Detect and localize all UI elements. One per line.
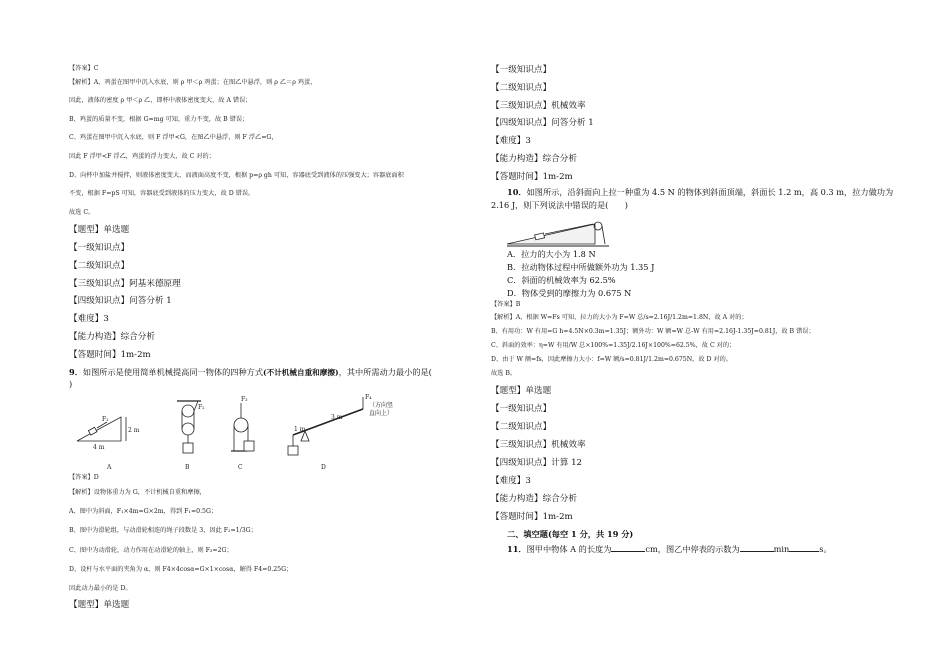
question-text: 图甲中物体 A 的长度为 xyxy=(526,544,612,554)
label-d1: 1 m xyxy=(294,426,306,433)
question-text: s。 xyxy=(819,544,832,554)
left.lines_a-line: C、鸡蛋在图甲中沉入水底，则 F 浮甲<G，在图乙中悬浮，则 F 浮乙=G， xyxy=(69,134,278,141)
question-10 xyxy=(491,188,893,196)
question-text: min xyxy=(773,544,790,554)
label-f3: F₃ xyxy=(241,396,248,403)
right.lines_b-line: 【答案】B xyxy=(491,301,521,308)
question-text: 如图所示是使用简单机械提高同一物体的四种方式 xyxy=(82,367,264,377)
figure-simple-machines xyxy=(69,391,399,473)
option-b: B．拉动物体过程中所做额外功为 1.35 J xyxy=(507,262,655,272)
left.lines_a-line: 【四级知识点】问答分析 1 xyxy=(69,296,172,306)
right.lines_a-line: 【答题时间】1m-2m xyxy=(491,172,573,182)
option-d: D．物体受到的摩擦力为 0.675 N xyxy=(507,288,632,298)
question-10-line2: 2.16 J，则下列说法中错误的是( ) xyxy=(491,200,628,210)
left.lines_b-line: 【解析】设物体重力为 G，不计机械自重和摩擦， xyxy=(69,489,206,496)
right.lines_b-line: B、有用功：W 有用=G h=4.5N×0.3m=1.35J；额外功：W 额=W 总-W 有用=2.16J-1.35J=0.81J，故 B 错误； xyxy=(491,328,815,335)
right.lines_b-line: 【一级知识点】 xyxy=(491,404,552,414)
question-tail: ，其中所需动力最小的是( xyxy=(338,367,432,377)
section-heading: 二、填空题(每空 1 分，共 19 分) xyxy=(507,529,634,539)
label-D: D xyxy=(321,464,326,471)
left.lines_a-line: 【解析】A、鸡蛋在图甲中沉入水底，则 ρ 甲＜ρ 鸡蛋；在图乙中悬浮，则 ρ 乙＝ρ 鸡蛋， xyxy=(69,79,317,86)
pulley-c xyxy=(234,418,248,432)
left.lines_b-line: 因此动力最小的是 D。 xyxy=(69,585,132,592)
right.lines_b-line: 【三级知识点】机械效率 xyxy=(491,440,586,450)
right.lines_b-line: 【解析】A、根据 W=Fs 可知，拉力的大小为 F=W 总/s=2.16J/1.2m=1.8N，故 A 对的； xyxy=(491,314,748,321)
blank[interactable] xyxy=(789,544,819,552)
question-11 xyxy=(507,544,832,553)
weight-c xyxy=(244,441,254,451)
right.lines_a-line: 【四级知识点】问答分析 1 xyxy=(491,118,594,128)
weight-d xyxy=(288,446,298,455)
question-number: 11． xyxy=(507,544,527,554)
moving-pulley-b xyxy=(182,423,194,435)
left.lines_a-line: 【答题时间】1m-2m xyxy=(69,350,151,360)
left.lines_a-line: 【能力构造】综合分析 xyxy=(69,332,155,342)
right.lines_b-line: C、斜面的效率：η=W 有用/W 总×100%=1.35J/2.16J×100%=62.5%，故 C 对的； xyxy=(491,342,736,349)
right.lines_b-line: D、由于 W 额=fs，因此摩擦力大小：f=W 额/s=0.81J/1.2m=0.675N，故 D 对的。 xyxy=(491,356,732,363)
label-h-a: 2 m xyxy=(128,427,140,434)
left.lines_a-line: 因此，液体的密度 ρ 甲＜ρ 乙，即杯中液体密度变大，故 A 错误； xyxy=(69,97,252,104)
question-9 xyxy=(69,368,432,377)
left.lines_a-line: 【三级知识点】阿基米德原理 xyxy=(69,279,181,289)
right.lines_b-line: 【二级知识点】 xyxy=(491,422,552,432)
fixed-pulley-b xyxy=(182,405,194,417)
question-text: 如图所示，沿斜面向上拉一种重为 4.5 N 的物体到斜面顶端，斜面长 1.2 m，高 0.3 m，拉力做功为 xyxy=(526,187,894,197)
figure-simple-machines-svg xyxy=(69,391,399,473)
label-f2: F₂ xyxy=(198,404,205,411)
left.lines_b-line: 【答案】D xyxy=(69,474,99,481)
right.lines_a-line: 【二级知识点】 xyxy=(491,83,552,93)
figure-incline-svg xyxy=(505,216,615,248)
label-note1: （方向竖 xyxy=(369,402,394,409)
label-A: A xyxy=(107,464,112,471)
left.lines_a-line: 【难度】3 xyxy=(69,314,109,324)
left.lines_a-line: 【答案】C xyxy=(69,65,99,72)
right.lines_b-line: 【题型】单选题 xyxy=(491,386,552,396)
incline-plane xyxy=(507,224,595,244)
label-len-d: 3 m xyxy=(331,414,343,421)
blank[interactable] xyxy=(740,544,774,552)
right.lines_a-line: 【难度】3 xyxy=(491,136,531,146)
question-number: 10． xyxy=(507,187,527,197)
label-B: B xyxy=(185,464,190,471)
right.lines_b-line: 【四级知识点】计算 12 xyxy=(491,458,583,468)
left.lines_a-line: 【题型】单选题 xyxy=(69,225,130,235)
figure-incline xyxy=(505,216,615,248)
right.lines_a-line: 【一级知识点】 xyxy=(491,65,552,75)
left.lines_b-line: A、图中为斜面，F₁×4m=G×2m，得到 F₁=0.5G； xyxy=(69,508,218,515)
label-len-a: 4 m xyxy=(93,444,105,451)
right.lines_b-line: 【难度】3 xyxy=(491,476,531,486)
left.lines_a-line: 因此 F 浮甲<F 浮乙，鸡蛋的浮力变大，故 C 对的； xyxy=(69,153,215,160)
label-note2: 直向上） xyxy=(369,410,394,417)
weight-b xyxy=(183,443,193,453)
right.lines_b-line: 【能力构造】综合分析 xyxy=(491,494,577,504)
label-f4: F₄ xyxy=(365,394,372,401)
label-C: C xyxy=(238,464,243,471)
left.lines_a-line: 【二级知识点】 xyxy=(69,261,130,271)
right.lines_a-line: 【能力构造】综合分析 xyxy=(491,154,577,164)
left.lines_a-line: D、向杯中加盐并搅拌，则液体密度变大，而液面高度不变，根据 p=ρ gh 可知，容器底受到液体的压强变大；容器底面积 xyxy=(69,172,404,179)
question-9-close: ) xyxy=(69,379,73,389)
question-note: (不计机械自重和摩擦) xyxy=(263,368,339,377)
question-text: cm，图乙中停表的示数为 xyxy=(645,544,740,554)
left.lines_b-line: D、设杆与水平面的夹角为 α，则 F4×4cosα=G×1×cosα，解得 F4=0.25G； xyxy=(69,566,293,573)
left.lines_a-line: 不变，根据 F=pS 可知，容器底受到液体的压力变大，故 D 错误。 xyxy=(69,190,255,197)
right.lines_b-line: 故选 B。 xyxy=(491,370,517,377)
left.lines_b-line: B、图中为滑轮组，与动滑轮相连的绳子段数是 3，因此 F₂=1/3G； xyxy=(69,527,257,534)
left.lines_a-line: B、鸡蛋的质量不变，根据 G=mg 可知，重力不变，故 B 错误； xyxy=(69,116,249,123)
question-number: 9． xyxy=(69,367,83,377)
left.lines_b-line: C、图中为动滑轮，动力作用在动滑轮的轴上，则 F₃=2G； xyxy=(69,547,233,554)
label-f1: F₁ xyxy=(102,416,109,423)
left.lines_a-line: 【一级知识点】 xyxy=(69,243,130,253)
option-c: C．斜面的机械效率为 62.5% xyxy=(507,275,616,285)
blank[interactable] xyxy=(611,544,645,552)
right.lines_a-line: 【三级知识点】机械效率 xyxy=(491,101,586,111)
right.lines_b-line: 【答题时间】1m-2m xyxy=(491,512,573,522)
option-a: A．拉力的大小为 1.8 N xyxy=(507,249,596,259)
left.lines_a-line: 故选 C。 xyxy=(69,209,95,216)
incline-a xyxy=(77,417,121,441)
left.lines_b-line: 【题型】单选题 xyxy=(69,600,130,610)
